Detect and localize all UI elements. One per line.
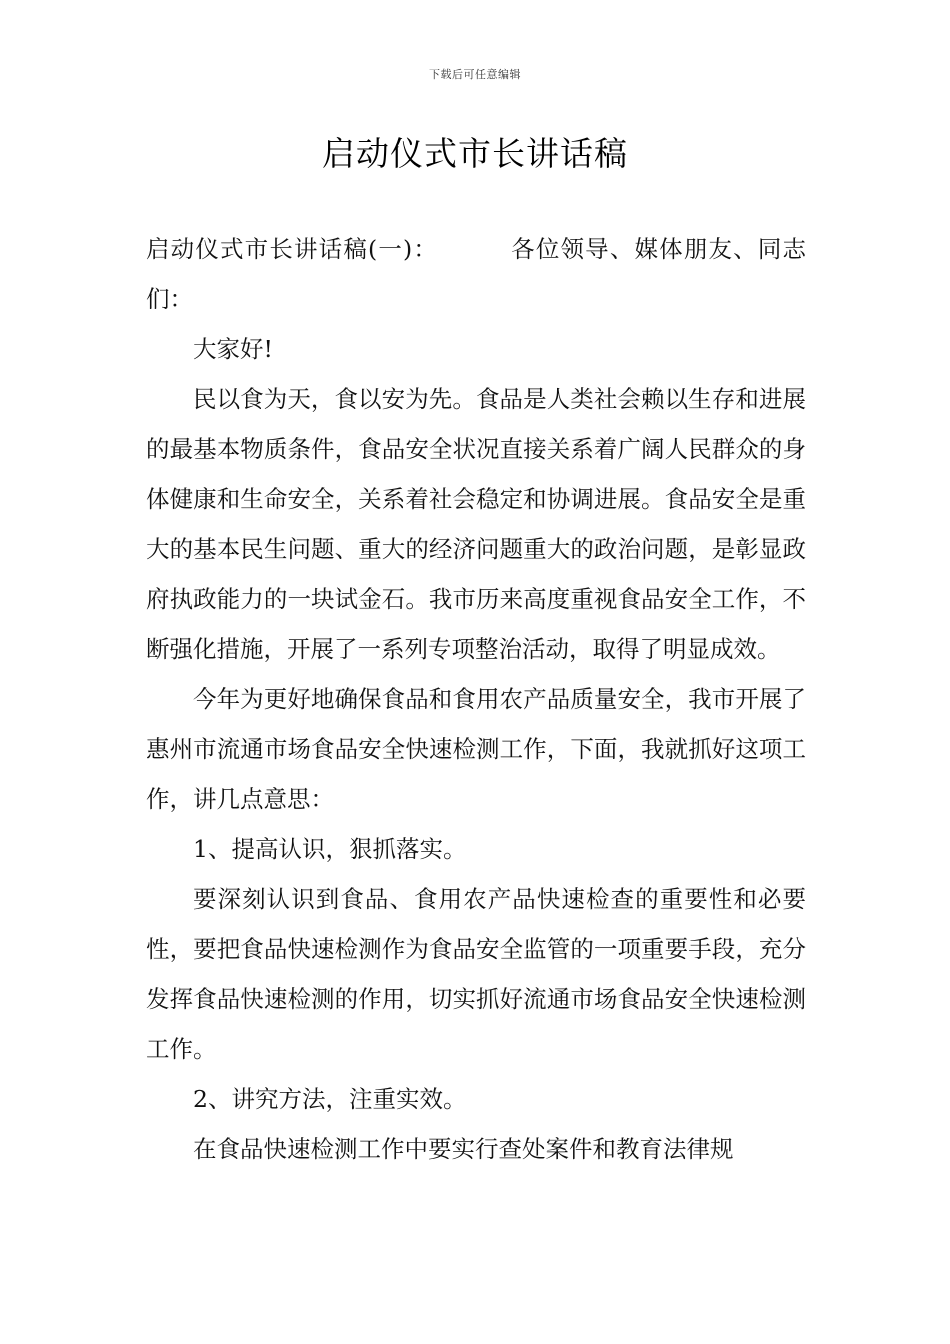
document-body <box>146 224 806 1174</box>
header-note: 下载后可任意编辑 <box>429 68 521 81</box>
heading-point-2: 2、讲究方法，注重实效。 <box>193 1085 467 1113</box>
paragraph-this-year: 今年为更好地确保食品和食用农产品质量安全，我市开展了惠州市流通市场食品安全快速检测工作，下面，我就抓好这项工作，讲几点意思： <box>146 685 806 813</box>
salutation: 各位领导、媒体朋友、同志们： <box>146 235 806 313</box>
paragraph-food-safety: 民以食为天，食以安为先。食品是人类社会赖以生存和进展的最基本物质条件，食品安全状况直接关系着广阔人民群众的身体健康和生命安全，关系着社会稳定和协调进展。食品安全是重大的基本民生问题、重大的经济问题重大的政治问题，是彰显政府执政能力的一块试金石。我市历来高度重视食品安全工作，不断强化措施，开展了一系列专项整治活动，取得了明显成效。 <box>146 385 806 663</box>
paragraph-point-1: 要深刻认识到食品、食用农产品快速检查的重要性和必要性，要把食品快速检测作为食品安全监管的一项重要手段，充分发挥食品快速检测的作用，切实抓好流通市场食品安全快速检测工作。 <box>146 885 806 1063</box>
paragraph-greeting: 大家好! <box>193 335 273 363</box>
heading-point-1: 1、提高认识，狠抓落实。 <box>193 835 467 863</box>
document-title: 启动仪式市长讲话稿 <box>322 134 628 173</box>
paragraph-point-2: 在食品快速检测工作中要实行查处案件和教育法律规 <box>193 1135 734 1163</box>
opening-title: 启动仪式市长讲话稿(一)： <box>146 235 438 263</box>
opening-line <box>146 224 806 324</box>
